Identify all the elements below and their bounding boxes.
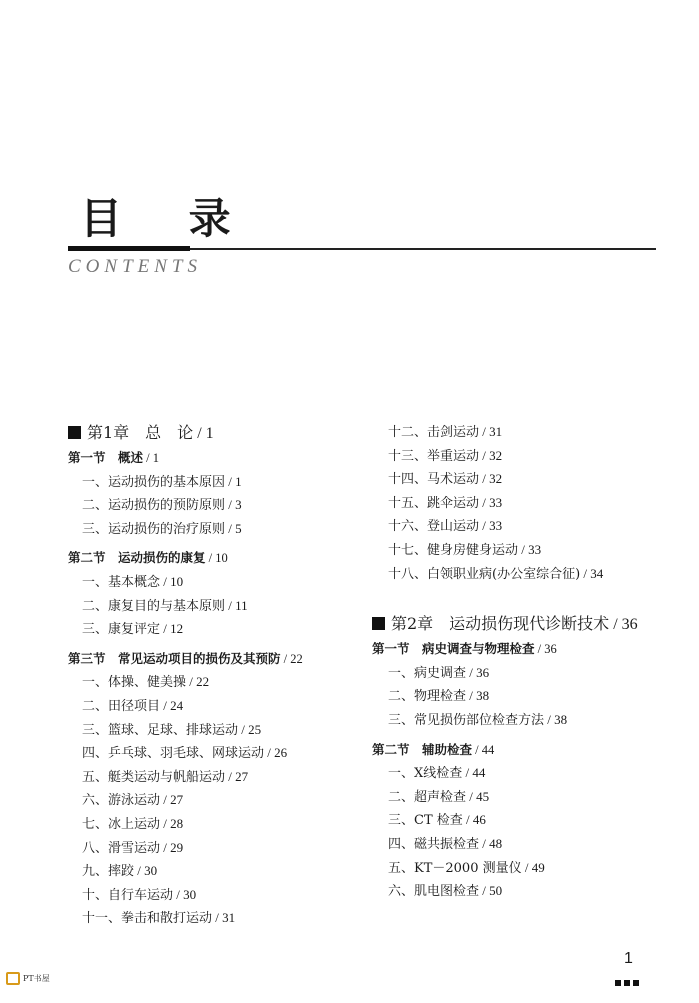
toc-item[interactable] — [372, 808, 672, 832]
toc-item[interactable] — [68, 741, 368, 765]
toc-label: 二、物理检查 — [388, 689, 467, 705]
book-icon — [6, 972, 20, 985]
toc-label: 二、超声检查 — [388, 789, 467, 805]
toc-label: 十、自行车运动 — [82, 887, 174, 903]
toc-label: 十三、举重运动 — [388, 448, 480, 464]
toc-section[interactable] — [68, 647, 368, 671]
square-bullet-icon — [68, 426, 81, 439]
toc-item[interactable] — [372, 761, 672, 785]
toc-chapter[interactable] — [68, 420, 368, 446]
toc-label: 一、病史调查 — [388, 665, 467, 681]
contents-subtitle: CONTENTS — [68, 256, 202, 277]
toc-label: 十七、健身房健身运动 — [388, 542, 519, 558]
toc-item[interactable] — [372, 879, 672, 903]
toc-label: 六、游泳运动 — [82, 793, 161, 809]
toc-page: / 36 — [466, 665, 489, 680]
toc-label: 三、常见损伤部位检查方法 — [388, 712, 545, 728]
publisher-logo — [6, 972, 50, 985]
toc-page: / 10 — [160, 574, 183, 589]
toc-item[interactable] — [68, 570, 368, 594]
toc-label: 第一节 病史调查与物理检查 — [372, 641, 535, 657]
toc-section[interactable] — [68, 546, 368, 570]
toc-label: 五、KT－2000 测量仪 — [388, 860, 522, 876]
toc-page: / 33 — [518, 542, 541, 557]
toc-page: / 46 — [463, 812, 486, 827]
toc-page: / 5 — [225, 521, 242, 536]
toc-page: / 22 — [186, 674, 209, 689]
toc-item[interactable] — [372, 562, 672, 586]
toc-item[interactable] — [372, 785, 672, 809]
toc-label: 十一、拳击和散打运动 — [82, 911, 213, 927]
toc-page: / 33 — [479, 518, 502, 533]
toc-label: 二、田径项目 — [82, 698, 161, 714]
toc-page: / 32 — [479, 471, 502, 486]
toc-page: / 49 — [522, 860, 545, 875]
toc-label: 第二节 辅助检查 — [372, 741, 473, 757]
toc-item[interactable] — [68, 859, 368, 883]
toc-page: / 31 — [212, 910, 235, 925]
toc-item[interactable] — [68, 594, 368, 618]
toc-label: 八、滑雪运动 — [82, 840, 161, 856]
toc-label: 第1章 总 论 — [87, 423, 194, 442]
toc-label: 三、CT 检查 — [388, 813, 463, 829]
toc-page: / 1 — [193, 425, 213, 442]
toc-item[interactable] — [372, 538, 672, 562]
toc-page: / 50 — [479, 883, 502, 898]
toc-page: / 12 — [160, 621, 183, 636]
toc-page: / 25 — [238, 722, 261, 737]
toc-page: / 28 — [160, 816, 183, 831]
toc-page: / 36 — [609, 616, 637, 633]
page-dots — [615, 971, 642, 990]
toc-page: / 45 — [466, 789, 489, 804]
toc-item[interactable] — [68, 670, 368, 694]
toc-section[interactable] — [372, 637, 672, 661]
toc-page: / 24 — [160, 698, 183, 713]
toc-label: 三、篮球、足球、排球运动 — [82, 722, 239, 738]
title-rule-thick — [68, 246, 190, 251]
toc-label: 一、运动损伤的基本原因 — [82, 474, 226, 490]
toc-label: 十二、击剑运动 — [388, 425, 480, 440]
toc-item[interactable] — [372, 856, 672, 880]
toc-item[interactable] — [68, 765, 368, 789]
toc-page: / 33 — [479, 495, 502, 510]
toc-chapter[interactable] — [372, 611, 672, 637]
toc-page: / 38 — [544, 712, 567, 727]
toc-label: 四、乒乓球、羽毛球、网球运动 — [82, 746, 265, 762]
square-bullet-icon — [372, 617, 385, 630]
toc-page: / 22 — [281, 652, 303, 666]
toc-label: 第2章 运动损伤现代诊断技术 — [391, 614, 610, 634]
toc-page: / 31 — [479, 424, 502, 439]
toc-item[interactable] — [68, 617, 368, 641]
page-number: 1 — [624, 950, 633, 967]
toc-label: 一、体操、健美操 — [82, 675, 187, 691]
toc-page: / 10 — [206, 551, 228, 565]
toc-page: / 36 — [535, 642, 557, 656]
toc-page: / 11 — [225, 598, 248, 613]
toc-item[interactable] — [68, 788, 368, 812]
toc-item[interactable] — [68, 836, 368, 860]
toc-item[interactable] — [68, 470, 368, 494]
toc-page: / 32 — [479, 448, 502, 463]
page-title: 目 录 — [80, 194, 257, 243]
toc-page: / 1 — [225, 474, 242, 489]
toc-item[interactable] — [68, 883, 368, 907]
toc-page: / 27 — [225, 769, 248, 784]
toc-page: / 44 — [472, 743, 494, 757]
toc-page: / 38 — [466, 688, 489, 703]
toc-item[interactable] — [68, 694, 368, 718]
toc-item[interactable] — [372, 467, 672, 491]
toc-label: 第三节 常见运动项目的损伤及其预防 — [68, 650, 281, 666]
toc-page: / 26 — [264, 745, 287, 760]
toc-label: 六、肌电图检查 — [388, 884, 480, 900]
toc-label: 十五、跳伞运动 — [388, 495, 480, 511]
toc-section[interactable] — [372, 738, 672, 762]
title-rule-thin — [190, 248, 656, 250]
toc-page: / 30 — [173, 887, 196, 902]
toc-label: 三、康复评定 — [82, 622, 161, 638]
toc-item[interactable] — [372, 514, 672, 538]
toc-item[interactable] — [372, 661, 672, 685]
toc-item[interactable] — [68, 517, 368, 541]
toc-label: 三、运动损伤的治疗原则 — [82, 521, 226, 537]
toc-item[interactable] — [372, 491, 672, 515]
toc-section[interactable] — [68, 446, 368, 470]
toc-item[interactable] — [68, 493, 368, 517]
toc-label: 第二节 运动损伤的康复 — [68, 550, 206, 566]
toc-label: 二、康复目的与基本原则 — [82, 598, 226, 614]
toc-label: 九、摔跤 — [82, 864, 135, 880]
toc-label: 十八、白领职业病(办公室综合征) — [388, 566, 581, 582]
toc-column-right — [372, 420, 672, 903]
toc-label: 十六、登山运动 — [388, 519, 480, 535]
toc-page: / 27 — [160, 792, 183, 807]
toc-page: / 29 — [160, 840, 183, 855]
toc-label: 十四、马术运动 — [388, 472, 480, 488]
toc-page: / 3 — [225, 497, 242, 512]
toc-page: / 30 — [134, 863, 157, 878]
logo-text: PT书屋 — [23, 974, 50, 983]
toc-label: 一、X线检查 — [388, 766, 463, 782]
toc-item[interactable] — [372, 832, 672, 856]
toc-label: 第一节 概述 — [68, 450, 144, 465]
toc-page: / 34 — [580, 566, 603, 581]
toc-page: / 48 — [479, 836, 502, 851]
toc-item[interactable] — [372, 420, 672, 444]
toc-item[interactable] — [68, 906, 368, 930]
toc-label: 五、艇类运动与帆船运动 — [82, 769, 226, 785]
toc-label: 二、运动损伤的预防原则 — [82, 498, 226, 514]
toc-item[interactable] — [372, 444, 672, 468]
toc-label: 七、冰上运动 — [82, 816, 161, 832]
toc-label: 一、基本概念 — [82, 574, 161, 590]
toc-item[interactable] — [372, 708, 672, 732]
toc-label: 四、磁共振检查 — [388, 836, 480, 852]
toc-column-left — [68, 420, 368, 930]
toc-item[interactable] — [68, 718, 368, 742]
toc-page: / 44 — [462, 765, 485, 780]
toc-page: / 1 — [143, 451, 159, 465]
toc-item[interactable] — [68, 812, 368, 836]
toc-item[interactable] — [372, 684, 672, 708]
